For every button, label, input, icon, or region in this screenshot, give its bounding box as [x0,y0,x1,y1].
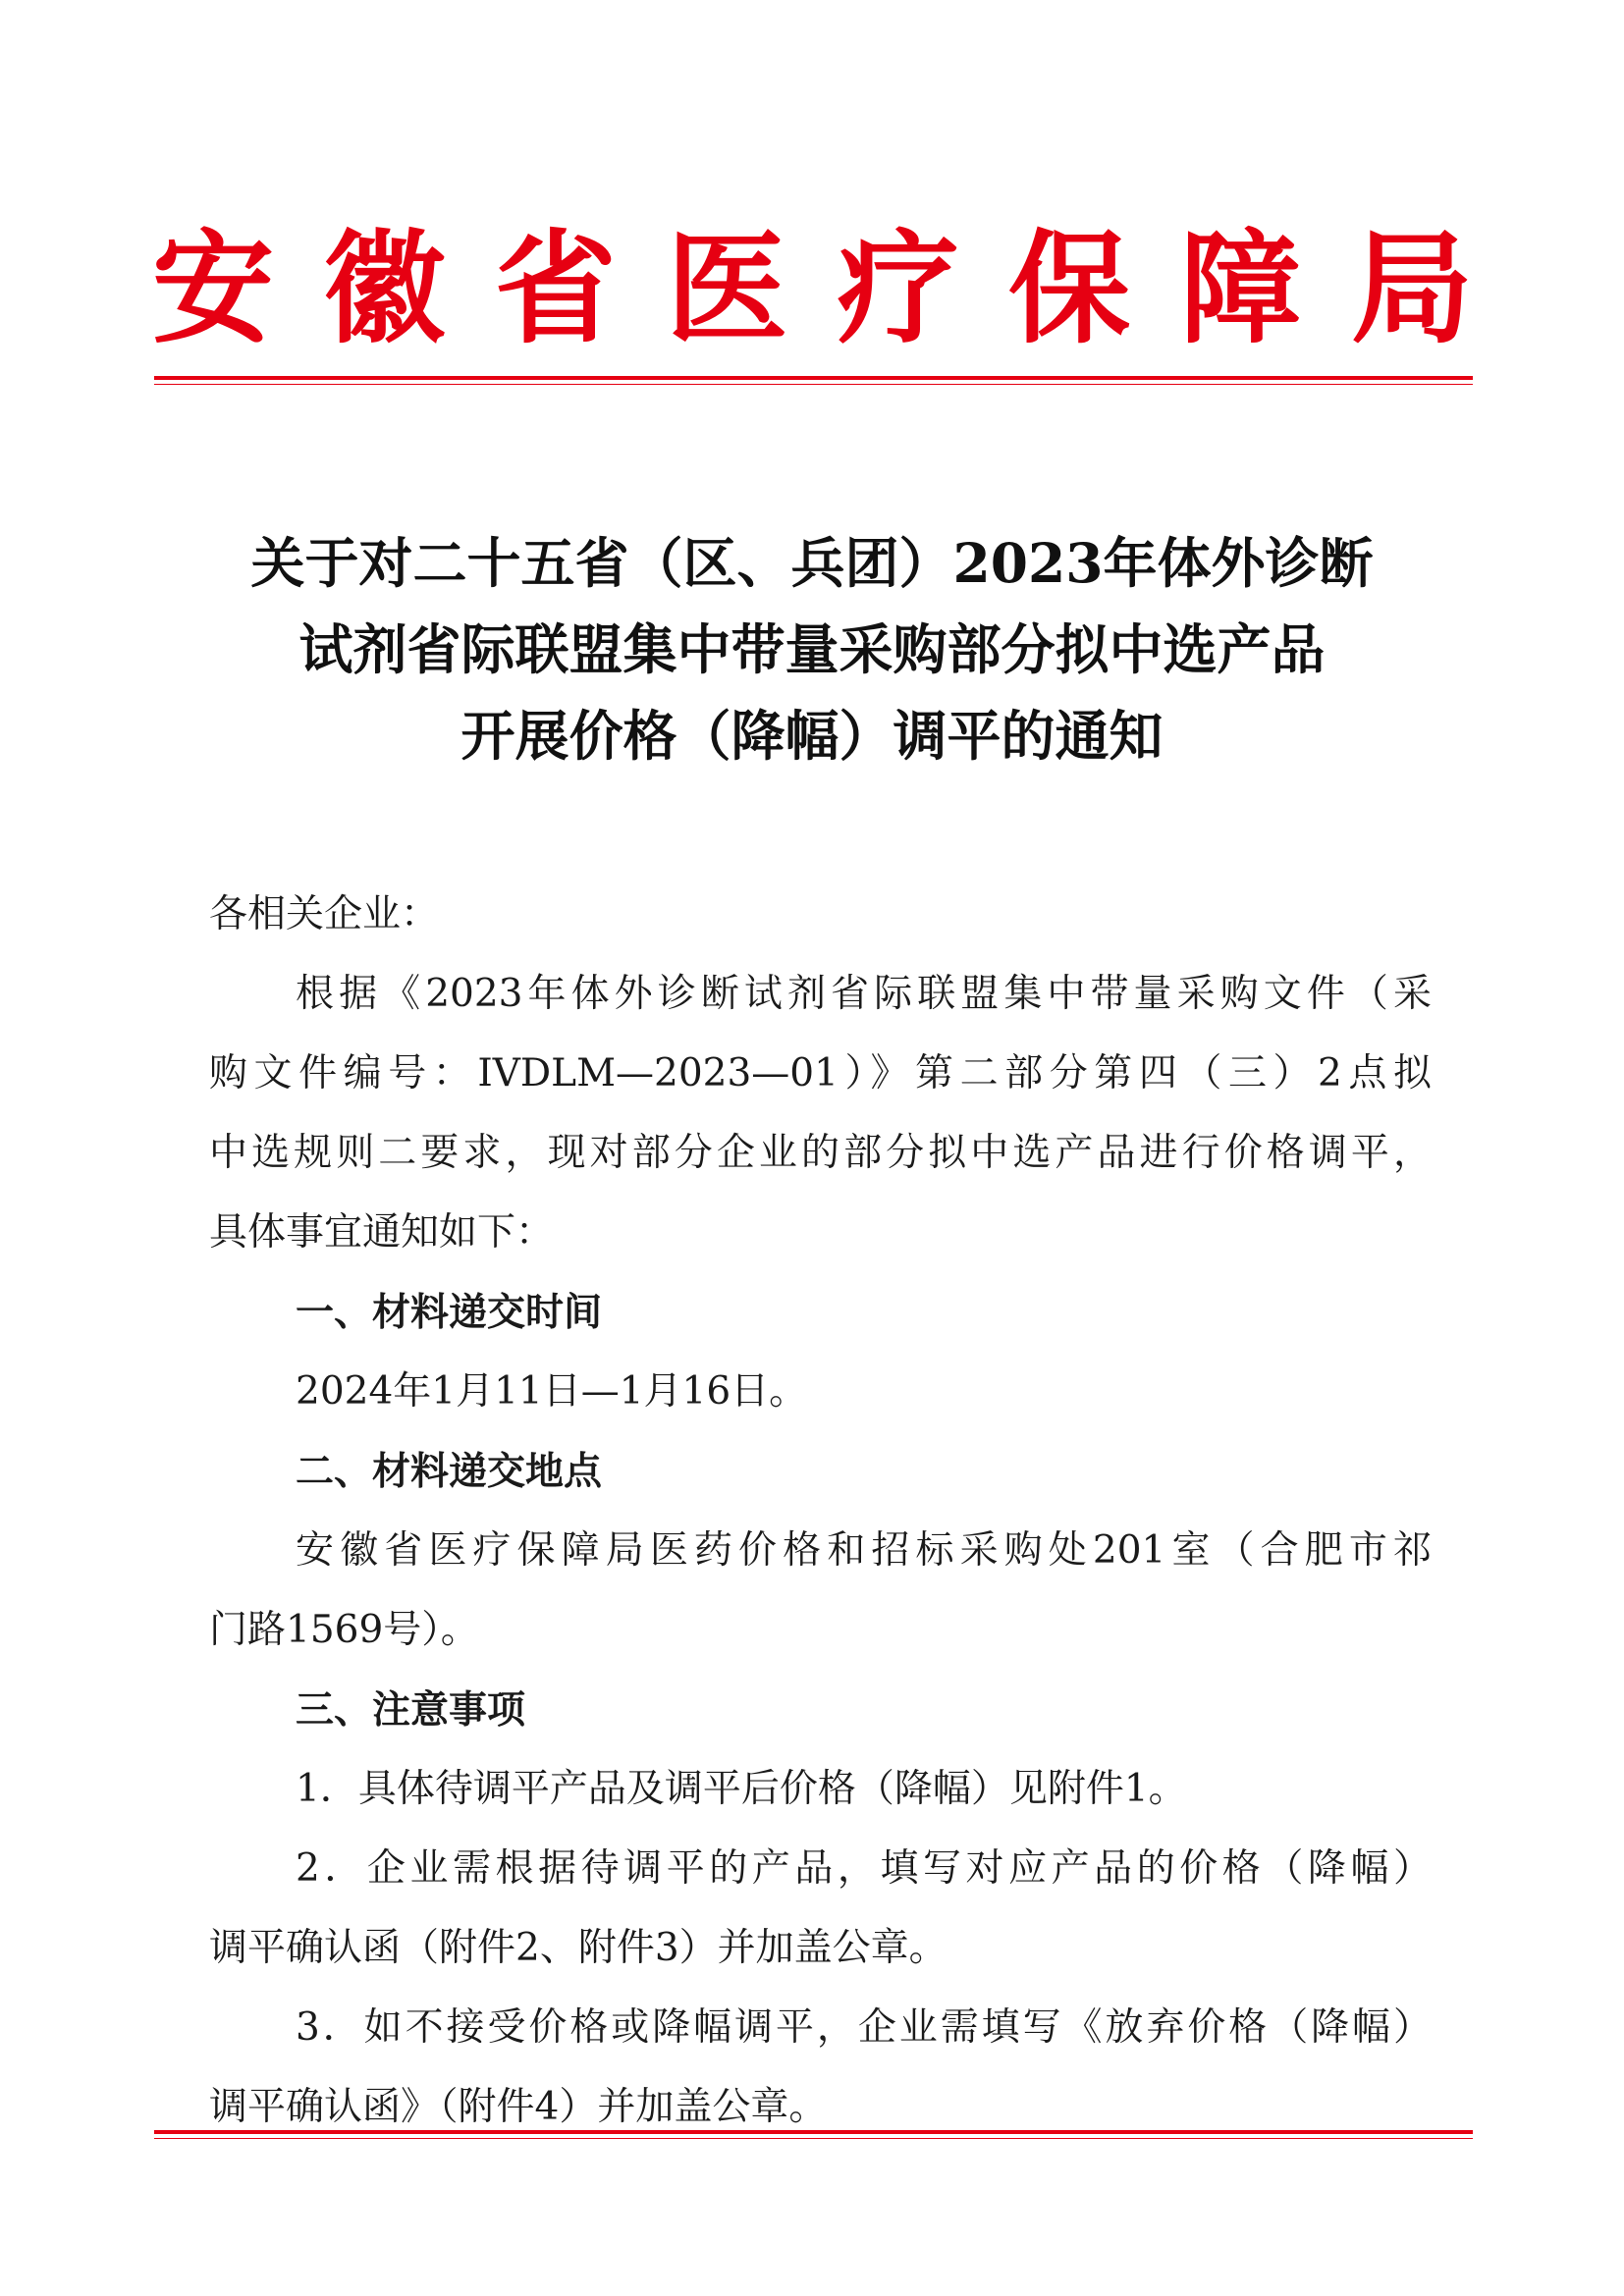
notice-item-continuation: 调平确认函》（附件4）并加盖公章。 [209,2085,828,2129]
section-line: 安徽省医疗保障局医药价格和招标采购处201室（合肥市祁 [296,1528,1432,1573]
intro-line: 具体事宜通知如下： [209,1210,555,1255]
masthead-char: 疗 [837,218,959,360]
intro-line: 根据《2023年体外诊断试剂省际联盟集中带量采购文件（采 [296,972,1432,1016]
section-heading: 一、材料递交时间 [296,1290,603,1335]
title-line: 试剂省际联盟集中带量采购部分拟中选产品 [298,617,1326,681]
document-title [128,520,1496,779]
notice-item: 2．企业需根据待调平的产品，填写对应产品的价格（降幅） [296,1846,1432,1891]
masthead-org-name [152,218,1473,360]
section-line: 门路1569号）。 [209,1608,479,1652]
title-line: 关于对二十五省（区、兵团）2023年体外诊断 [250,531,1374,595]
masthead-char: 局 [1350,218,1473,360]
footer-divider [154,2130,1473,2139]
notice-item: 1．具体待调平产品及调平后价格（降幅）见附件1。 [296,1767,1187,1811]
masthead-char: 省 [494,218,617,360]
section-heading: 二、材料递交地点 [296,1449,603,1494]
intro-line: 中选规则二要求，现对部分企业的部分拟中选产品进行价格调平， [209,1131,1432,1175]
section-heading: 三、注意事项 [296,1687,526,1733]
masthead-char: 安 [152,218,275,360]
section-line: 2024年1月11日—1月16日。 [296,1369,808,1414]
masthead-char: 保 [1008,218,1131,360]
masthead-char: 徽 [323,218,446,360]
notice-item: 3．如不接受价格或降幅调平，企业需填写《放弃价格（降幅） [296,2005,1432,2050]
masthead-divider [154,376,1473,385]
notice-item-continuation: 调平确认函（附件2、附件3）并加盖公章。 [209,1926,947,1970]
salutation: 各相关企业： [209,892,440,936]
masthead-char: 障 [1179,218,1302,360]
masthead-char: 医 [666,218,788,360]
intro-line: 购文件编号：IVDLM—2023—01）》第二部分第四（三）2点拟 [209,1051,1432,1095]
title-line: 开展价格（降幅）调平的通知 [460,704,1164,768]
